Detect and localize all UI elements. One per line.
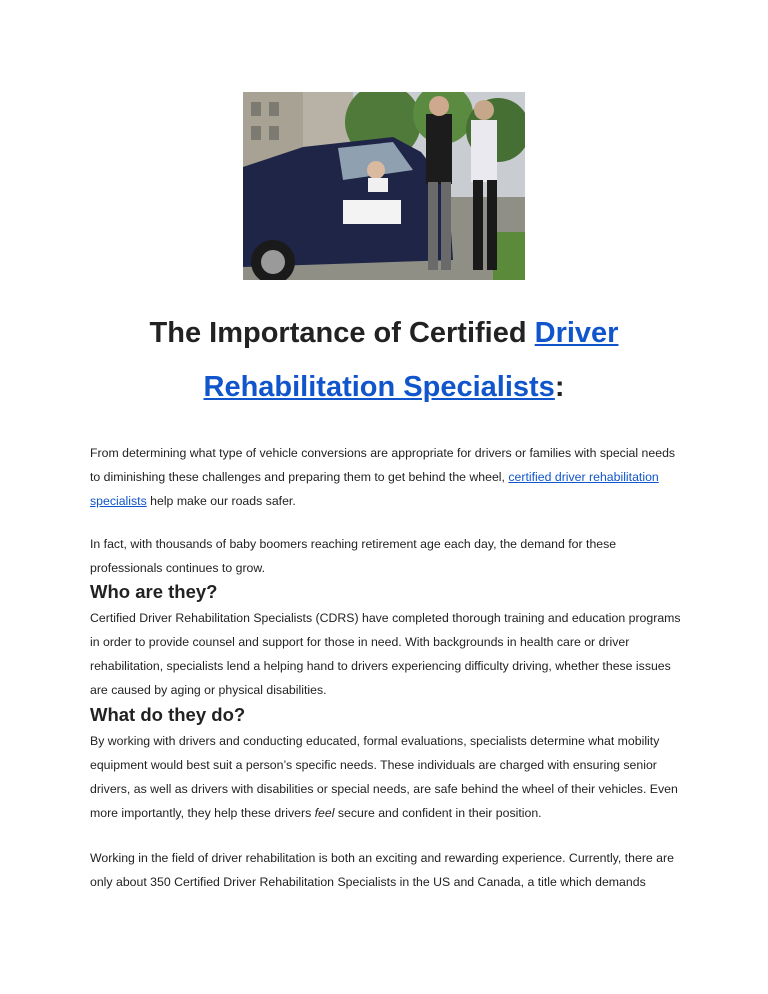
intro-paragraph [90,441,682,513]
title-colon: : [554,371,565,403]
page-title-line-2 [90,369,678,405]
title-text: The Importance of Certified [149,317,535,349]
cdrs-link[interactable]: certified driver rehabilitation specialists [90,470,659,508]
page-title-line-1 [90,315,678,351]
what-paragraph [90,729,682,825]
title-link-driver[interactable]: Driver [534,317,619,349]
driver-rehab-photo [243,92,525,280]
who-heading: Who are they? [90,581,218,602]
fact-paragraph: In fact, with thousands of baby boomers reaching retirement age each day, the demand for these professionals continues to grow. [90,537,617,575]
who-paragraph: Certified Driver Rehabilitation Specialists (CDRS) have completed thorough training and education programs in order to provide counsel and support for those in need. With backgrounds in health care or driver rehabilitation, specialists lend a helping hand to drivers experiencing difficulty driving, whether these issues are caused by aging or physical disabilities. [90,611,681,697]
hero-photo [243,92,525,280]
what-emphasis: feel [314,806,335,820]
what-text-end: secure and confident in their position. [334,806,542,820]
what-text: By working with drivers and conducting educated, formal evaluations, specialists determine what mobility equipment would best suit a person’s specific needs. These individuals are charged with ensuring senior drivers, as well as drivers with disabilities or special needs, are safe behind the wheel of their vehicles. Even more importantly, they help these drivers [90,734,678,820]
intro-text: From determining what type of vehicle conversions are appropriate for drivers or families with special needs to diminishing these challenges and preparing them to get behind the wheel, [90,446,676,484]
closing-paragraph: Working in the field of driver rehabilitation is both an exciting and rewarding experience. Currently, there are only about 350 Certified Driver Rehabilitation Specialists in the US and Canada, a title which demands [90,851,674,889]
title-link-rehabilitation-specialists[interactable]: Rehabilitation Specialists [203,371,555,403]
what-heading: What do they do? [90,704,246,725]
intro-text-end: help make our roads safer. [146,494,296,508]
